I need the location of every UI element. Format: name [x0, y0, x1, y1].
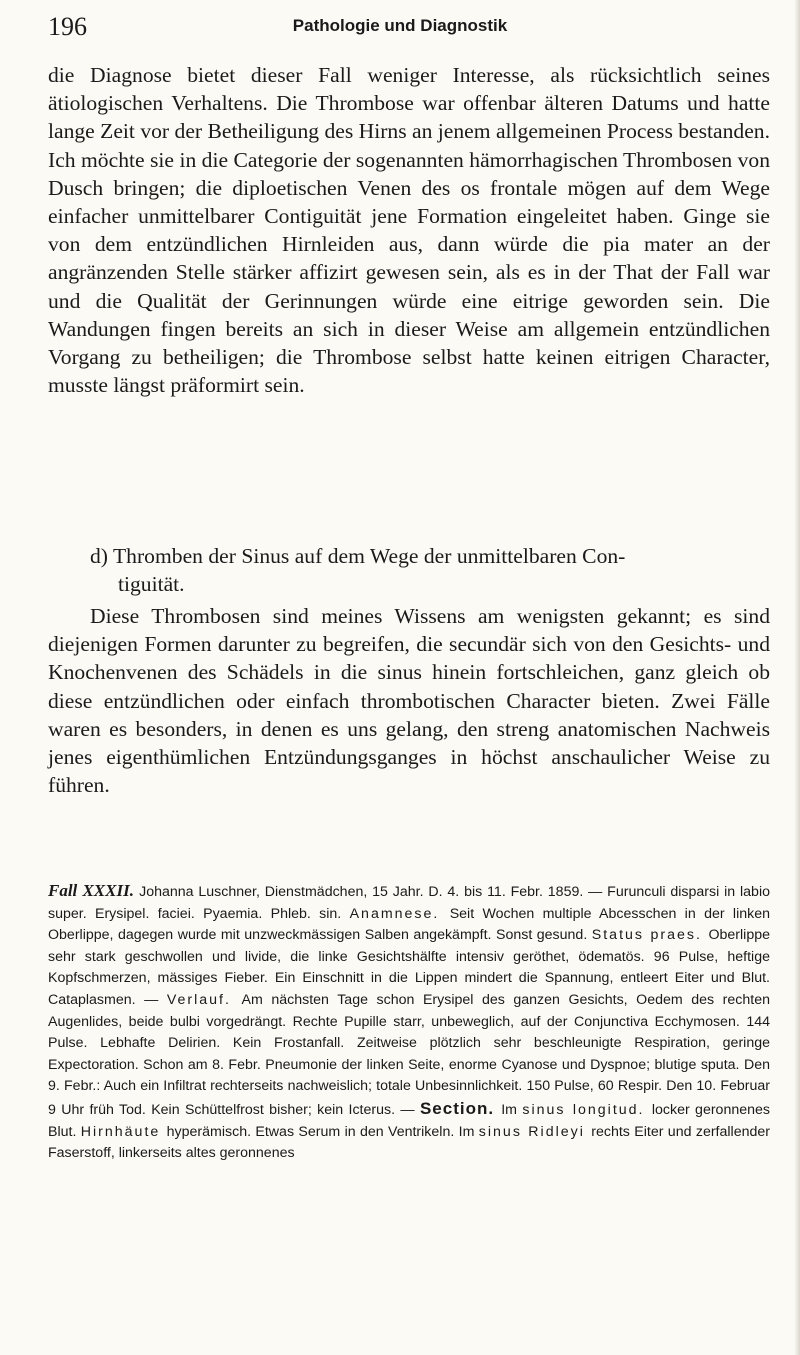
section-heading [48, 542, 800, 598]
verlauf-text: Am nächsten Tage schon Erysipel des ganzen Gesichts, Oedem des rechten Augenlides, beide bulbi vorgedrängt. Rechte Pupille starr, unbeweglich, auf der Conjunctiva Ecchymosen. 144 Pulse. Lebhafte Delirien. Kein Frostanfall. Zeitweise plötzlich sehr beschleunigte Respiration, geringe Expectoration. Schon am 8. Febr. Pneumonie der linken Seite, enorme Cyanose und Dyspnoe; blutige sputa. Den 9. Febr.: Auch ein Infiltrat rechterseits nachweislich; totale Unbesinnlichkeit. 150 Pulse, 60 Respir. Den 10. Februar 9 Uhr früh Tod. Kein Schüttelfrost bisher; kein Icterus. — [48, 991, 770, 1118]
section-heading-line-1: d) Thromben der Sinus auf dem Wege der unmittelbaren Con- [90, 544, 626, 568]
section-label: Section. [419, 1098, 502, 1118]
section-text-1: Im [501, 1101, 523, 1118]
hirnhaeute: Hirnhäute [80, 1123, 167, 1140]
status-text: Oberlippe sehr stark geschwollen und livide, die linke Gesichtshälfte intensiv geröthet, ödematös. 96 Pulse, heftige Kopfschmerzen, mässiges Fieber. Ein Einschnitt in die Lippen mindert die Spannung, entleert Eiter und Blut. Cataplasmen. — [48, 927, 770, 1008]
case-report [48, 880, 770, 1165]
page-header [0, 12, 800, 46]
anamnese-label: Anamnese. [349, 905, 450, 922]
sinus-ridleyi: sinus Ridleyi [478, 1123, 592, 1140]
sinus-longitud: sinus longitud. [522, 1101, 652, 1118]
status-label: Status praes. [591, 927, 709, 944]
paragraph-1: die Diagnose bietet dieser Fall weniger Interesse, als rücksichtlich seines ätiologischen Verhaltens. Die Thrombose war offenbar älteren Datums und hatte lange Zeit vor der Betheiligung des Hirns an jenem allgemeinen Process bestanden. Ich möchte sie in die Categorie der sogenannten hämorrhagischen Thrombosen von Dusch bringen; die diploetischen Venen des os frontale mögen auf dem Wege einfacher unmittelbarer Contiguität jene Formation eingeleitet haben. Ginge sie von dem entzündlichen Hirnleiden aus, dann würde die pia mater an der angränzenden Stelle stärker affizirt gewesen sein, als es in der That der Fall war und die Qualität der Gerinnungen würde eine eitrige geworden sein. Die Wandungen fingen bereits an sich in dieser Weise am allgemein entzündlichen Vorgang zu betheiligen; die Thrombose selbst hatte keinen eitrigen Character, musste längst präformirt sein. [48, 63, 770, 398]
case-intro: Johanna Luschner, Dienstmädchen, 15 Jahr. D. 4. bis 11. Febr. 1859. — Furunculi disparsi in labio super. Erysipel. faciei. Pyaemia. Phleb. sin. [48, 884, 770, 922]
running-title: Pathologie und Diagnostik [292, 16, 508, 35]
paragraph-2: Diese Thrombosen sind meines Wissens am wenigsten gekannt; es sind diejenigen Formen darunter zu begreifen, die secundär sich von den Gesichts- und Knochenvenen des Schädels in die sinus hinein fortschleichen, ganz gleich ob diese entzündlichen oder einfach thrombotischen Character bieten. Zwei Fälle waren es besonders, in denen es uns gelang, den streng anatomischen Nachweis jenes eigenthümlichen Entzündungsganges in höchst anschaulicher Weise zu führen. [48, 604, 770, 798]
section-heading-line-2: tiguität. [118, 572, 185, 597]
verlauf-label: Verlauf. [166, 991, 242, 1008]
anamnese-text: Seit Wochen multiple Abcesschen in der linken Oberlippe, dagegen wurde mit unzweckmässigen Salben angekämpft. Sonst gesund. [48, 905, 770, 944]
page-number: 196 [48, 12, 87, 41]
section-text-4: rechts Eiter und zerfallender Faserstoff, linkerseits altes geronnenes [48, 1123, 770, 1162]
case-label: Fall XXXII. [48, 881, 140, 900]
page-edge-shadow [794, 0, 800, 1355]
section-text-3: hyperämisch. Etwas Serum in den Ventrikeln. Im [166, 1123, 479, 1140]
section-text-2: locker geronnenes Blut. [48, 1101, 770, 1140]
